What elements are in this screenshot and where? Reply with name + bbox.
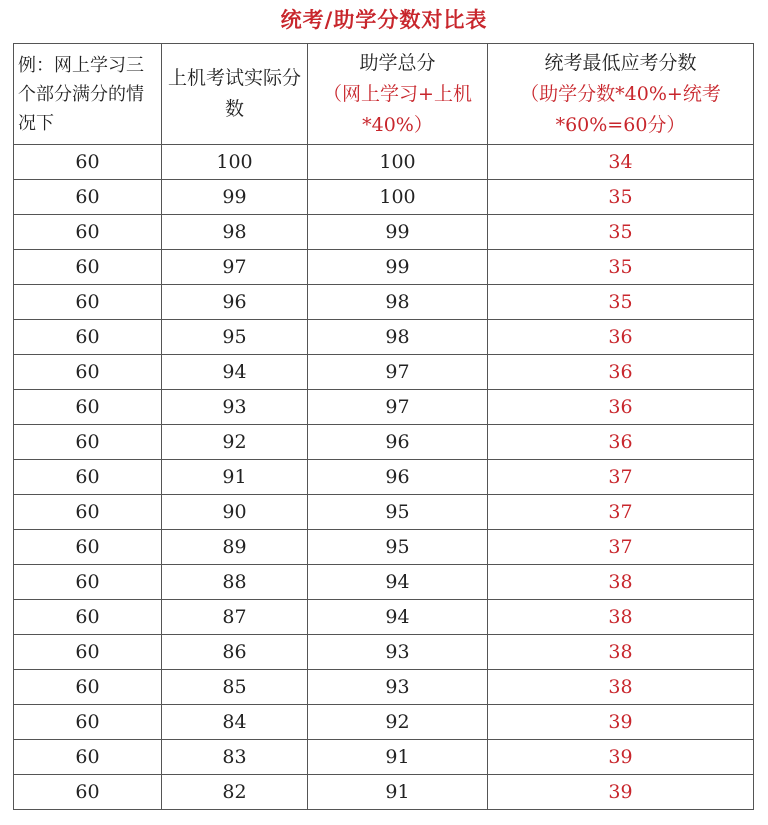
cell-assist-total: 95 (308, 530, 488, 565)
cell-assist-total: 93 (308, 670, 488, 705)
cell-assist-total: 100 (308, 145, 488, 180)
cell-exam-score: 99 (162, 180, 308, 215)
cell-online-score: 60 (14, 460, 162, 495)
table-row (14, 705, 754, 740)
table-row (14, 740, 754, 775)
table-row (14, 285, 754, 320)
cell-min-exam-score: 38 (488, 565, 754, 600)
header-min-exam-score (488, 44, 754, 145)
score-comparison-table (13, 43, 754, 810)
cell-exam-score: 92 (162, 425, 308, 460)
cell-min-exam-score: 34 (488, 145, 754, 180)
cell-exam-score: 86 (162, 635, 308, 670)
cell-min-exam-score: 36 (488, 320, 754, 355)
table-row (14, 670, 754, 705)
page-title: 统考/助学分数对比表 (280, 8, 488, 32)
cell-assist-total: 100 (308, 180, 488, 215)
cell-assist-total: 91 (308, 775, 488, 810)
table-row (14, 180, 754, 215)
cell-exam-score: 94 (162, 355, 308, 390)
cell-exam-score: 93 (162, 390, 308, 425)
cell-online-score: 60 (14, 320, 162, 355)
cell-min-exam-score: 39 (488, 705, 754, 740)
table-row (14, 250, 754, 285)
cell-assist-total: 94 (308, 600, 488, 635)
header-assist-total-formula: （网上学习+上机*40%） (323, 82, 472, 136)
cell-exam-score: 83 (162, 740, 308, 775)
header-exam-score-label: 上机考试实际分数 (167, 67, 301, 120)
cell-exam-score: 90 (162, 495, 308, 530)
cell-assist-total: 98 (308, 285, 488, 320)
cell-exam-score: 84 (162, 705, 308, 740)
cell-min-exam-score: 37 (488, 530, 754, 565)
cell-online-score: 60 (14, 355, 162, 390)
cell-online-score: 60 (14, 705, 162, 740)
cell-online-score: 60 (14, 565, 162, 600)
cell-exam-score: 82 (162, 775, 308, 810)
cell-online-score: 60 (14, 740, 162, 775)
cell-min-exam-score: 35 (488, 180, 754, 215)
table-row (14, 320, 754, 355)
cell-assist-total: 97 (308, 390, 488, 425)
cell-exam-score: 87 (162, 600, 308, 635)
table-body (14, 145, 754, 810)
cell-online-score: 60 (14, 145, 162, 180)
header-online-study-label: 例：网上学习三个部分满分的情况下 (18, 54, 144, 134)
table-header-row (14, 44, 754, 145)
cell-min-exam-score: 37 (488, 495, 754, 530)
cell-assist-total: 91 (308, 740, 488, 775)
cell-exam-score: 89 (162, 530, 308, 565)
cell-assist-total: 97 (308, 355, 488, 390)
cell-min-exam-score: 35 (488, 285, 754, 320)
table-row (14, 145, 754, 180)
cell-assist-total: 98 (308, 320, 488, 355)
cell-min-exam-score: 35 (488, 250, 754, 285)
cell-exam-score: 98 (162, 215, 308, 250)
header-online-study (14, 44, 162, 145)
cell-online-score: 60 (14, 180, 162, 215)
cell-online-score: 60 (14, 495, 162, 530)
header-assist-total (308, 44, 488, 145)
cell-min-exam-score: 39 (488, 775, 754, 810)
cell-assist-total: 96 (308, 425, 488, 460)
cell-online-score: 60 (14, 215, 162, 250)
cell-min-exam-score: 38 (488, 670, 754, 705)
cell-assist-total: 99 (308, 250, 488, 285)
table-row (14, 390, 754, 425)
table-row (14, 460, 754, 495)
cell-min-exam-score: 37 (488, 460, 754, 495)
table-row (14, 425, 754, 460)
table-row (14, 635, 754, 670)
table-row (14, 215, 754, 250)
cell-online-score: 60 (14, 425, 162, 460)
cell-online-score: 60 (14, 250, 162, 285)
cell-min-exam-score: 36 (488, 390, 754, 425)
cell-min-exam-score: 38 (488, 635, 754, 670)
cell-min-exam-score: 39 (488, 740, 754, 775)
cell-min-exam-score: 38 (488, 600, 754, 635)
cell-assist-total: 96 (308, 460, 488, 495)
cell-online-score: 60 (14, 775, 162, 810)
table-row (14, 530, 754, 565)
cell-exam-score: 91 (162, 460, 308, 495)
cell-exam-score: 85 (162, 670, 308, 705)
header-exam-score (162, 44, 308, 145)
table-row (14, 355, 754, 390)
cell-assist-total: 95 (308, 495, 488, 530)
cell-exam-score: 100 (162, 145, 308, 180)
table-row (14, 775, 754, 810)
cell-online-score: 60 (14, 600, 162, 635)
header-assist-total-label: 助学总分 (359, 51, 436, 74)
cell-exam-score: 97 (162, 250, 308, 285)
cell-online-score: 60 (14, 390, 162, 425)
cell-exam-score: 95 (162, 320, 308, 355)
header-min-exam-score-label: 统考最低应考分数 (544, 51, 697, 74)
cell-online-score: 60 (14, 285, 162, 320)
cell-assist-total: 99 (308, 215, 488, 250)
header-min-exam-score-formula: （助学分数*40%+统考*60%=60分） (520, 82, 721, 136)
cell-min-exam-score: 36 (488, 355, 754, 390)
cell-exam-score: 88 (162, 565, 308, 600)
cell-online-score: 60 (14, 530, 162, 565)
cell-assist-total: 94 (308, 565, 488, 600)
table-row (14, 600, 754, 635)
cell-min-exam-score: 35 (488, 215, 754, 250)
cell-online-score: 60 (14, 635, 162, 670)
cell-assist-total: 92 (308, 705, 488, 740)
table-row (14, 495, 754, 530)
table-row (14, 565, 754, 600)
cell-exam-score: 96 (162, 285, 308, 320)
cell-assist-total: 93 (308, 635, 488, 670)
cell-online-score: 60 (14, 670, 162, 705)
cell-min-exam-score: 36 (488, 425, 754, 460)
